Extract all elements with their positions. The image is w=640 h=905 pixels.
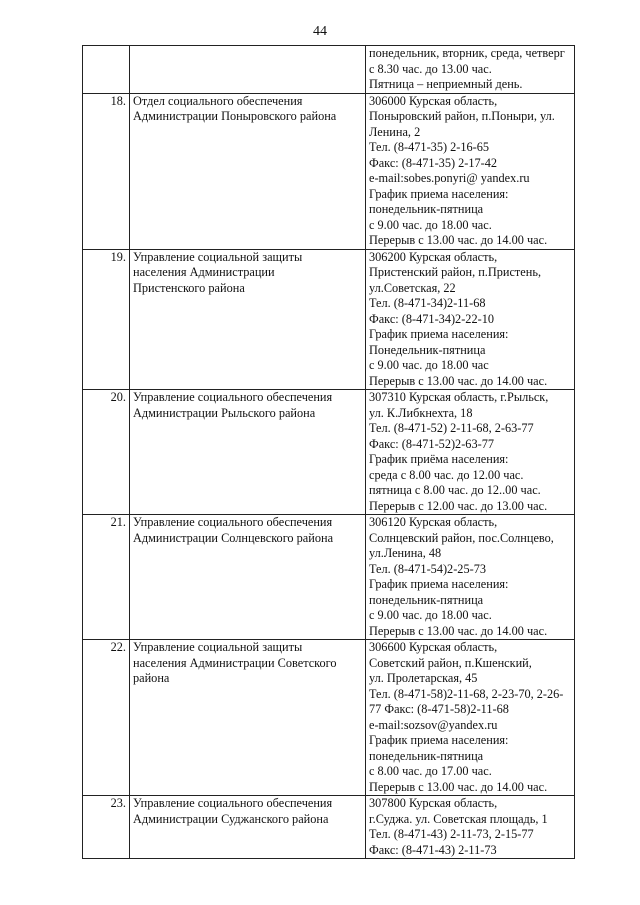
table-row — [83, 93, 575, 249]
contact-info-cell — [366, 390, 575, 515]
agency-name-cell — [130, 640, 366, 796]
agency-name-line: Управление социальной защиты — [133, 640, 303, 654]
contact-info-line: ул. Пролетарская, 45 — [369, 671, 478, 685]
contact-info-line: Тел. (8-471-35) 2-16-65 — [369, 140, 490, 154]
agency-name-line: Управление социального обеспечения — [133, 796, 333, 810]
contact-info-line: График приёма населения: — [369, 452, 509, 466]
contact-info-line: График приема населения: — [369, 327, 509, 341]
agency-name-cell — [130, 93, 366, 249]
contact-info-cell — [366, 93, 575, 249]
contact-info-line: График приема населения: — [369, 186, 509, 201]
row-number: 19. — [83, 249, 130, 390]
contact-info-line: Понедельник-пятница — [369, 342, 486, 357]
contact-info-line: Солнцевский район, пос.Солнцево, — [369, 530, 554, 545]
agency-name-cell — [130, 390, 366, 515]
agency-name-line: Администрации Солнцевского района — [133, 530, 334, 545]
contact-info-line: Пристенский район, п.Пристень, — [369, 265, 542, 279]
contact-info-line: 306200 Курская область, — [369, 249, 498, 264]
contact-info-line: Тел. (8-471-34)2-11-68 — [369, 296, 486, 310]
contact-info-line: 306120 Курская область, — [369, 515, 498, 529]
contact-info-cell — [366, 515, 575, 640]
contact-info-line: ул.Советская, 22 — [369, 280, 456, 295]
contact-info-line: с 9.00 час. до 18.00 час. — [369, 608, 492, 622]
contact-info-cell — [366, 640, 575, 796]
agency-name-cell — [130, 249, 366, 390]
contact-info-line: Факс: (8-471-34)2-22-10 — [369, 311, 494, 326]
contact-info-line: с 9.00 час. до 18.00 час. — [369, 217, 492, 232]
contact-info-line: Советский район, п.Кшенский, — [369, 655, 532, 670]
agency-name-line: Администрации Суджанского района — [133, 811, 329, 826]
agency-name-cell — [130, 796, 366, 859]
row-number: 20. — [83, 390, 130, 515]
contact-info-line: e-mail:sozsov@yandex.ru — [369, 717, 498, 732]
contact-info-line: Тел. (8-471-52) 2-11-68, 2-63-77 — [369, 421, 534, 435]
table-row — [83, 249, 575, 390]
contact-info-line: 306600 Курская область, — [369, 640, 498, 654]
row-number: 18. — [83, 93, 130, 249]
agency-name-line: населения Администрации — [133, 265, 275, 279]
table-row — [83, 515, 575, 640]
table-body — [83, 46, 575, 859]
contact-info-line: График приема населения: — [369, 577, 509, 591]
table-row — [83, 46, 575, 94]
contact-info-line: Перерыв с 13.00 час. до 14.00 час. — [369, 779, 548, 794]
contact-info-line: ул.Ленина, 48 — [369, 546, 442, 560]
agency-name-line: Пристенского района — [133, 280, 245, 295]
table-row — [83, 796, 575, 859]
agency-name-line: Управление социального обеспечения — [133, 515, 333, 529]
page-number: 44 — [313, 24, 327, 39]
agency-name-line: Администрации Рыльского района — [133, 405, 316, 420]
contact-info-line: Пятница – неприемный день. — [369, 77, 523, 91]
agency-name-line: населения Администрации Советского — [133, 655, 337, 670]
contact-info-line: понедельник-пятница — [369, 202, 484, 216]
contact-info-line: понедельник-пятница — [369, 592, 484, 607]
contact-info-line: понедельник, вторник, среда, четверг — [369, 46, 565, 60]
contact-info-line: 306000 Курская область, — [369, 93, 498, 108]
row-number: 23. — [83, 796, 130, 859]
agency-name-line: Управление социальной защиты — [133, 249, 303, 264]
contact-info-line: с 8.30 час. до 13.00 час. — [369, 61, 492, 76]
agency-name-cell — [130, 46, 366, 94]
contact-info-line: Факс: (8-471-35) 2-17-42 — [369, 155, 498, 170]
contact-info-line: 307310 Курская область, г.Рыльск, — [369, 390, 549, 404]
contact-info-line: 77 Факс: (8-471-58)2-11-68 — [369, 702, 509, 716]
contact-info-line: Факс: (8-471-52)2-63-77 — [369, 436, 494, 451]
row-number — [83, 46, 130, 94]
agency-name-cell — [130, 515, 366, 640]
agency-name-line: Администрации Поныровского района — [133, 109, 337, 123]
contact-info-line: Тел. (8-471-43) 2-11-73, 2-15-77 — [369, 827, 534, 841]
agencies-table — [82, 45, 575, 859]
contact-info-line: с 8.00 час. до 17.00 час. — [369, 764, 492, 778]
agency-name-line: района — [133, 671, 170, 685]
contact-info-line: пятница с 8.00 час. до 12..00 час. — [369, 483, 541, 497]
contact-info-line: e-mail:sobes.ponyri@ yandex.ru — [369, 171, 530, 185]
table-row — [83, 390, 575, 515]
contact-info-line: с 9.00 час. до 18.00 час — [369, 358, 489, 372]
contact-info-line: среда с 8.00 час. до 12.00 час. — [369, 467, 524, 482]
contact-info-line: Факс: (8-471-43) 2-11-73 — [369, 842, 497, 857]
contact-info-line: Перерыв с 13.00 час. до 14.00 час. — [369, 233, 548, 247]
contact-info-line: График приема населения: — [369, 733, 509, 747]
contact-info-line: Поныровский район, п.Поныри, ул. — [369, 109, 555, 123]
agency-name-line: Отдел социального обеспечения — [133, 93, 303, 108]
row-number: 21. — [83, 515, 130, 640]
contact-info-cell — [366, 46, 575, 94]
contact-info-line: ул. К.Либкнехта, 18 — [369, 405, 473, 420]
contact-info-line: г.Суджа. ул. Советская площадь, 1 — [369, 811, 548, 826]
contact-info-cell — [366, 249, 575, 390]
contact-info-line: Тел. (8-471-58)2-11-68, 2-23-70, 2-26- — [369, 686, 564, 701]
agency-name-line: Управление социального обеспечения — [133, 390, 333, 404]
contact-info-cell — [366, 796, 575, 859]
contact-info-line: Тел. (8-471-54)2-25-73 — [369, 561, 486, 576]
contact-info-line: Ленина, 2 — [369, 124, 421, 139]
contact-info-line: Перерыв с 13.00 час. до 14.00 час. — [369, 623, 548, 638]
contact-info-line: понедельник-пятница — [369, 748, 484, 763]
contact-info-line: Перерыв с 12.00 час. до 13.00 час. — [369, 498, 548, 513]
contact-info-line: Перерыв с 13.00 час. до 14.00 час. — [369, 373, 548, 388]
row-number: 22. — [83, 640, 130, 796]
contact-info-line: 307800 Курская область, — [369, 796, 498, 810]
table-row — [83, 640, 575, 796]
